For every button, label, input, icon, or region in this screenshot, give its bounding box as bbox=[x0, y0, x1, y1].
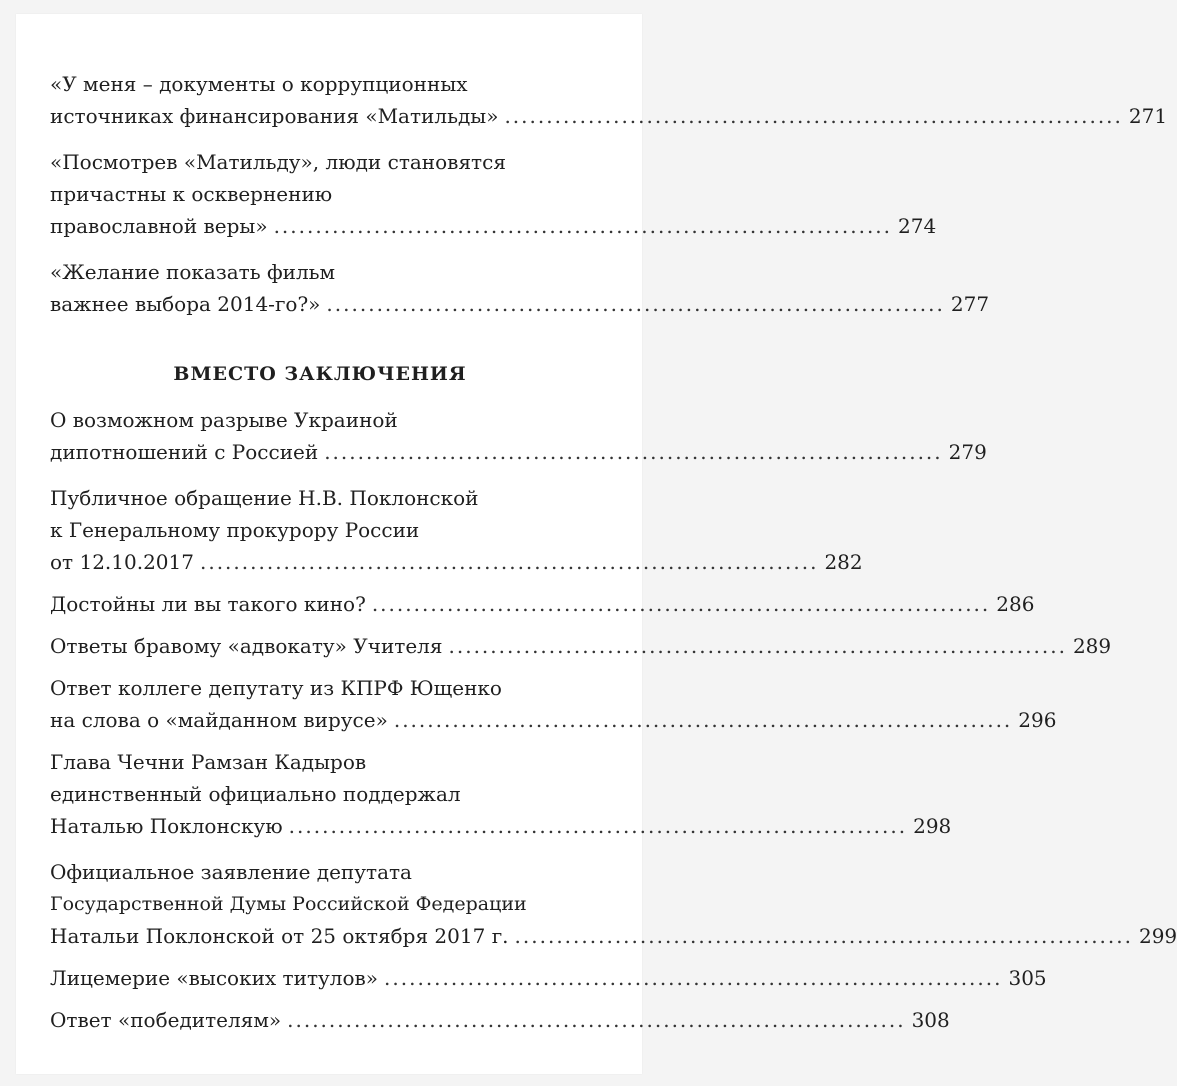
toc-entry-text: к Генеральному прокурору России bbox=[50, 518, 420, 542]
toc-entry-text: Государственной Думы Российской Федерации bbox=[50, 893, 527, 915]
page-number: 299 bbox=[1138, 924, 1177, 948]
toc-entry bbox=[50, 962, 1047, 994]
toc-entry-text: на слова о «майданном вирусе» bbox=[50, 708, 388, 732]
toc-entry-text: дипотношений с Россией bbox=[50, 440, 319, 464]
toc-entry bbox=[50, 672, 1057, 736]
toc-entry-text: важнее выбора 2014-го?» bbox=[50, 292, 321, 316]
page-number: 286 bbox=[996, 592, 1035, 616]
leader-dots: .......................................................................... bbox=[273, 214, 893, 238]
leader-dots: .......................................................................... bbox=[384, 966, 1003, 990]
page-number: 279 bbox=[948, 440, 987, 464]
leader-dots: .......................................................................... bbox=[288, 814, 908, 838]
toc-entry-text: Достойны ли вы такого кино? bbox=[50, 592, 366, 616]
toc-entry-text: «Желание показать фильм bbox=[50, 260, 336, 284]
toc-entry-text: источниках финансирования «Матильды» bbox=[50, 104, 499, 128]
leader-dots: .......................................................................... bbox=[287, 1008, 906, 1032]
toc-entry-text: православной веры» bbox=[50, 214, 268, 238]
page-number: 289 bbox=[1072, 634, 1112, 658]
toc-entry bbox=[50, 256, 990, 320]
page-number: 277 bbox=[950, 292, 990, 316]
section-heading: ВМЕСТО ЗАКЛЮЧЕНИЯ bbox=[173, 363, 467, 385]
toc-entry-text: Ответ «победителям» bbox=[50, 1008, 282, 1032]
toc-entry-text: Ответы бравому «адвокату» Учителя bbox=[50, 634, 443, 658]
toc-entry bbox=[50, 630, 1112, 662]
toc-entry-text: Публичное обращение Н.В. Поклонской bbox=[50, 486, 479, 510]
toc-entry-text: Лицемерие «высоких титулов» bbox=[50, 966, 379, 990]
toc-entry bbox=[50, 146, 937, 242]
toc-entry-text: Наталью Поклонскую bbox=[50, 814, 283, 838]
toc-entry-text: Натальи Поклонской от 25 октября 2017 г. bbox=[50, 924, 509, 948]
toc-entry bbox=[50, 482, 863, 578]
leader-dots: .......................................................................... bbox=[514, 924, 1133, 948]
toc-entry bbox=[50, 68, 1168, 132]
toc-entry-text: от 12.10.2017 bbox=[50, 550, 194, 574]
page-number: 298 bbox=[913, 814, 952, 838]
toc-entry-text: «Посмотрев «Матильду», люди становятся bbox=[50, 150, 506, 174]
toc-entry-text: Ответ коллеге депутату из КПРФ Ющенко bbox=[50, 676, 502, 700]
toc-entry-text: Глава Чечни Рамзан Кадыров bbox=[50, 750, 367, 774]
leader-dots: .......................................................................... bbox=[326, 292, 945, 316]
leader-dots: .......................................................................... bbox=[393, 708, 1013, 732]
page-number: 282 bbox=[824, 550, 863, 574]
toc-entry-text: Официальное заявление депутата bbox=[50, 860, 412, 884]
toc-entry bbox=[50, 746, 952, 842]
toc-entry-text: «У меня – документы о коррупционных bbox=[50, 72, 468, 96]
toc-entry-text: причастны к осквернению bbox=[50, 182, 333, 206]
page-number: 271 bbox=[1128, 104, 1168, 128]
page-number: 308 bbox=[911, 1008, 950, 1032]
leader-dots: .......................................................................... bbox=[324, 440, 943, 464]
table-of-contents bbox=[50, 68, 1177, 1036]
page-number: 296 bbox=[1018, 708, 1057, 732]
toc-entry-text: единственный официально поддержал bbox=[50, 782, 461, 806]
leader-dots: .......................................................................... bbox=[199, 550, 819, 574]
page-number: 305 bbox=[1008, 966, 1047, 990]
leader-dots: .......................................................................... bbox=[371, 592, 991, 616]
toc-entry bbox=[50, 404, 987, 468]
page-number: 274 bbox=[898, 214, 937, 238]
leader-dots: .......................................................................... bbox=[448, 634, 1067, 658]
leader-dots: .......................................................................... bbox=[504, 104, 1123, 128]
toc-entry-text: О возможном разрыве Украиной bbox=[50, 408, 398, 432]
toc-entry bbox=[50, 856, 1177, 952]
toc-entry bbox=[50, 1004, 950, 1036]
toc-entry bbox=[50, 588, 1035, 620]
